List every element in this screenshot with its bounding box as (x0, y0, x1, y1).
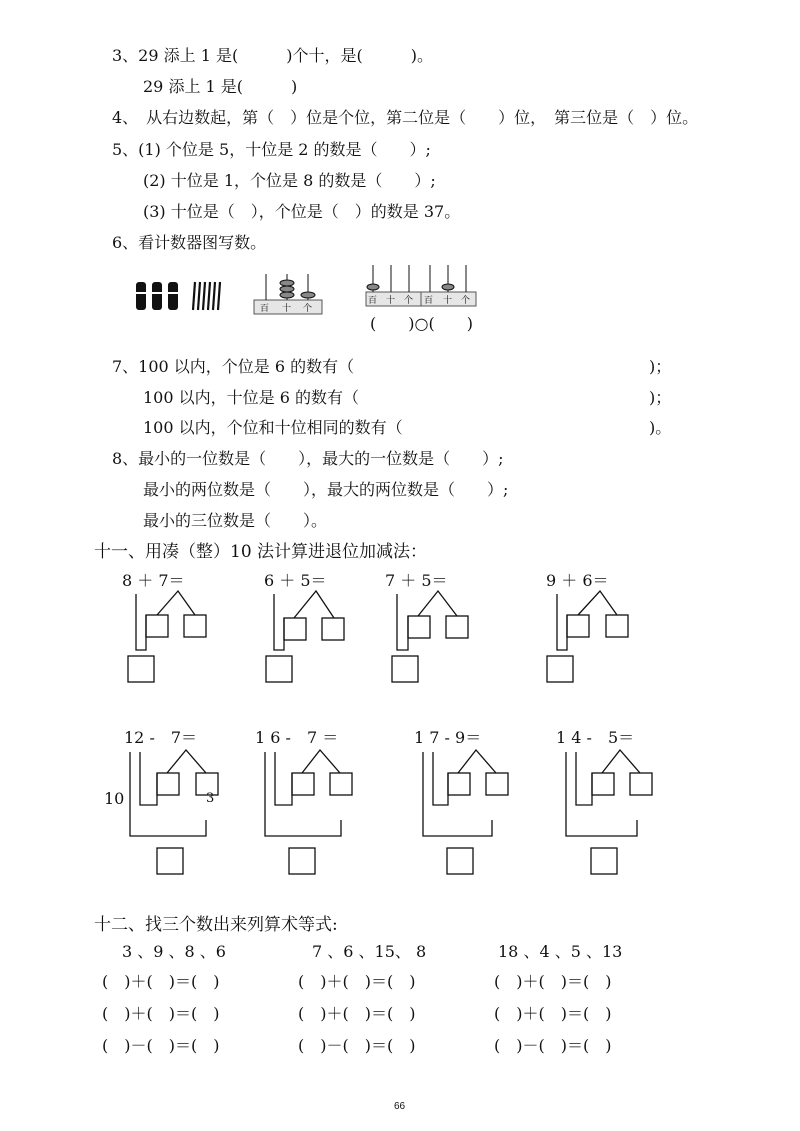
answer-box (184, 615, 206, 637)
abacus-label-ones: 个 (461, 296, 471, 306)
equation-plus: ( )＋( )＝( ) (102, 972, 220, 991)
abacus-label-hundreds: 百 (368, 296, 378, 306)
answer-box (157, 773, 179, 795)
make-ten-diagram (547, 591, 628, 682)
answer-box (146, 615, 168, 637)
equation-plus: ( )＋( )＝( ) (102, 1004, 220, 1023)
answer-box (322, 618, 344, 640)
sub-problem: 1 6 - 7 ＝ (255, 728, 339, 747)
answer-box (606, 615, 628, 637)
make-ten-diagram (265, 750, 352, 874)
make-ten-diagram (566, 750, 652, 874)
sub-problem: 12 - 7＝ (124, 728, 198, 747)
equation-plus: ( )＋( )＝( ) (494, 972, 612, 991)
q8-line2: 最小的两位数是（ ），最大的两位数是（ ）; (143, 480, 509, 499)
answer-box (330, 773, 352, 795)
add-problem: 9 ＋ 6＝ (546, 571, 609, 590)
section-11-title: 十一、用凑（整）10 法计算进退位加减法： (94, 542, 428, 562)
answer-box (408, 616, 430, 638)
answer-box (196, 773, 218, 795)
answer-box (486, 773, 508, 795)
answer-box (289, 848, 315, 874)
q4-line1: 4、 从右边数起，第（ ）位是个位，第二位是（ ）位， 第三位是（ ）位。 (112, 108, 699, 127)
make-ten-diagram (266, 591, 344, 682)
answer-box (128, 656, 154, 682)
abacus-label-hundreds: 百 (424, 296, 434, 306)
answer-box (630, 773, 652, 795)
number-group: 18 、4 、5 、13 (498, 942, 623, 961)
q8-line3: 最小的三位数是（ ）。 (143, 511, 328, 530)
answer-box (446, 616, 468, 638)
q7-close2: )； (649, 388, 672, 407)
answer-box (157, 848, 183, 874)
abacus-label-tens: 十 (282, 304, 292, 314)
q7-line1: 7、100 以内，个位是 6 的数有（ (112, 357, 355, 376)
answer-box (284, 618, 306, 640)
equation-plus: ( )＋( )＝( ) (494, 1004, 612, 1023)
page-number: 66 (394, 1101, 406, 1112)
q5-line2: (2) 十位是 1，个位是 8 的数是（ ）; (143, 171, 436, 190)
abacus-label-tens: 十 (443, 296, 453, 306)
answer-box (392, 656, 418, 682)
abacus-label-ones: 个 (303, 304, 313, 314)
add-problem: 7 ＋ 5＝ (385, 571, 448, 590)
add-problem: 6 ＋ 5＝ (264, 571, 327, 590)
sub-problem: 1 4 - 5＝ (556, 728, 635, 747)
sub-problem: 1 7 - 9＝ (414, 728, 482, 747)
answer-box (567, 615, 589, 637)
q5-line3: (3) 十位是（ ），个位是（ ）的数是 37。 (143, 202, 461, 221)
hint-ten: 10 (104, 789, 125, 808)
answer-box (547, 656, 573, 682)
equation-minus: ( )－( )＝( ) (102, 1036, 220, 1055)
answer-box (591, 848, 617, 874)
number-group: 3 、9 、8 、6 (122, 942, 226, 961)
q8-line1: 8、最小的一位数是（ ），最大的一位数是（ ）; (112, 449, 504, 468)
q5-line1: 5、(1) 个位是 5，十位是 2 的数是（ ）; (112, 140, 431, 159)
q7-line3: 100 以内，个位和十位相同的数有（ (143, 418, 403, 437)
make-ten-diagram (392, 591, 468, 682)
answer-box (592, 773, 614, 795)
equation-plus: ( )＋( )＝( ) (298, 972, 416, 991)
equation-minus: ( )－( )＝( ) (494, 1036, 612, 1055)
q3-line1: 3、29 添上 1 是( )个十，是( )。 (112, 46, 433, 65)
hint-three: 3 (206, 791, 215, 806)
q6-title: 6、看计数器图写数。 (112, 233, 267, 252)
make-ten-diagram (130, 750, 218, 874)
equation-minus: ( )－( )＝( ) (298, 1036, 416, 1055)
equation-plus: ( )＋( )＝( ) (298, 1004, 416, 1023)
q7-line2: 100 以内，十位是 6 的数有（ (143, 388, 359, 407)
q7-close1: )； (649, 357, 672, 376)
abacus-label-ones: 个 (404, 296, 414, 306)
answer-box (447, 848, 473, 874)
section-12-title: 十二、找三个数出来列算术等式: (94, 915, 338, 935)
make-ten-diagram (128, 591, 206, 682)
abacus-label-tens: 十 (386, 296, 396, 306)
answer-box (448, 773, 470, 795)
answer-box (266, 656, 292, 682)
q7-close3: )。 (649, 418, 672, 437)
q6-answer-blank: ( )○( ) (370, 314, 473, 333)
number-group: 7 、6 、15、 8 (312, 942, 427, 961)
q3-line2: 29 添上 1 是( ) (143, 77, 298, 96)
make-ten-diagram (423, 750, 508, 874)
add-problem: 8 ＋ 7＝ (122, 571, 185, 590)
answer-box (292, 773, 314, 795)
abacus-label-hundreds: 百 (260, 304, 270, 314)
